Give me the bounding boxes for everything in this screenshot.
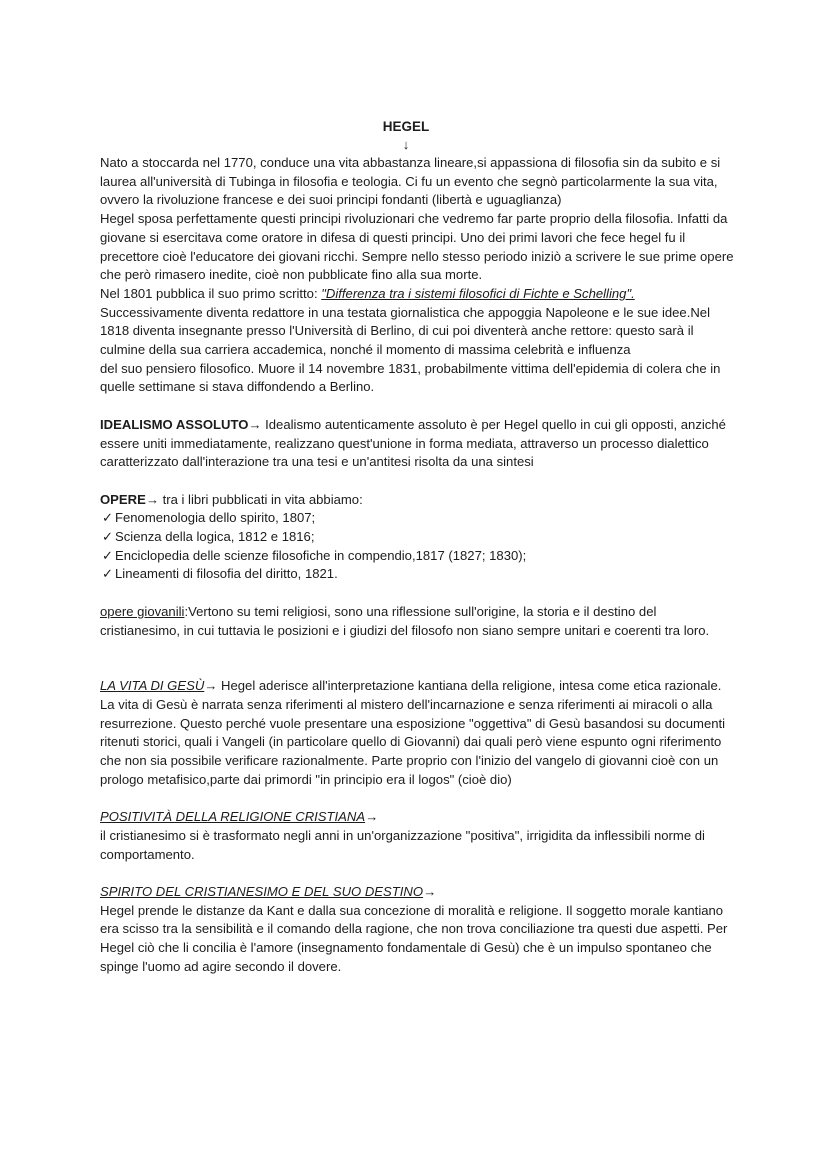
down-arrow-icon: ↓ (402, 137, 410, 152)
opere-heading: OPERE (100, 491, 146, 507)
opere-giovanili-section (100, 603, 740, 640)
list-item-text: Fenomenologia dello spirito, 1807; (115, 510, 316, 526)
spacer (100, 640, 740, 677)
check-icon: ✓ (102, 510, 113, 526)
spacer (100, 864, 740, 883)
vita-gesu-text-1: Hegel aderisce all'interpretazione kantiana della religione, intesa come etica razionale. (217, 678, 722, 694)
opere-giovanili-label: opere giovanili (100, 603, 185, 619)
bio-paragraph-2: Hegel sposa perfettamente questi principi rivoluzionari che vedremo far parte proprio della filosofia. Infatti da giovane si esercitava come oratore in difesa di questi principi. Uno dei primi lavori che fece hegel fu il precettore cioè l'educatore dei giovani ricchi. Sempre nello stesso periodo iniziò a scrivere le sue prime opere che però rimasero inedite, cioè non pubblicate fino alla sua morte. (100, 211, 734, 283)
spacer (100, 584, 740, 603)
document-page (100, 118, 740, 976)
list-item-text: Lineamenti di filosofia del diritto, 1821. (115, 566, 338, 582)
positivita-heading-line (100, 808, 740, 827)
opere-intro (100, 491, 740, 510)
positivita-heading: POSITIVITÀ DELLA RELIGIONE CRISTIANA (100, 809, 366, 825)
spacer (100, 397, 740, 416)
bio-paragraph-1: Nato a stoccarda nel 1770, conduce una vita abbastanza lineare,si appassiona di filosofia sin da subito e si laurea all'università di Tubinga in filosofia e teologia. Ci fu un evento che segnò particolarmente la sua vita, ovvero la rivoluzione francese e dei suoi principi fondanti (libertà e uguaglianza) (100, 155, 721, 208)
opere-list (100, 509, 740, 584)
check-icon: ✓ (102, 566, 113, 582)
bio-paragraph-4: Successivamente diventa redattore in una testata giornalistica che appoggia Napoleone e le sue idee.Nel 1818 diventa insegnante presso l'Università di Berlino, di cui poi diventerà anche rettore: questo sarà il culmine della sua carriera accademica, nonché il momento di massima celebrità e influenza (100, 304, 710, 358)
first-work-title: "Differenza tra i sistemi filosofici di Fichte e Schelling". (321, 285, 635, 301)
positivita-text: il cristianesimo si è trasformato negli anni in un'organizzazione "positiva", irrigidita da inflessibili norme di comportamento. (100, 827, 705, 862)
list-item (100, 528, 740, 547)
spirito-heading-line (100, 883, 740, 902)
page-title: HEGEL (382, 119, 430, 134)
vita-gesu-section (100, 677, 740, 696)
list-item (100, 509, 740, 528)
opere-intro-text: tra i libri pubblicati in vita abbiamo: (158, 491, 363, 507)
bio-paragraph-3 (100, 285, 740, 304)
right-arrow-icon: → (204, 678, 218, 694)
list-item-text: Enciclopedia delle scienze filosofiche in compendio,1817 (1827; 1830); (115, 547, 527, 563)
spirito-heading: SPIRITO DEL CRISTIANESIMO E DEL SUO DESTINO (100, 883, 424, 899)
right-arrow-icon: → (248, 416, 262, 432)
spacer (100, 789, 740, 808)
idealismo-heading: IDEALISMO ASSOLUTO (100, 416, 249, 432)
spirito-text: Hegel prende le distanze da Kant e dalla sua concezione di moralità e religione. Il soggetto morale kantiano era scisso tra la sensibilità e il comando della ragione, che non trova conciliazione tra questi due aspetti. Per Hegel ciò che li concilia è l'amore (insegnamento fondamentale di Gesù) che è un impulso spontaneo che spinge l'uomo ad agire secondo il dovere. (100, 902, 728, 974)
vita-gesu-heading: LA VITA DI GESÙ (100, 678, 205, 694)
list-item (100, 547, 740, 566)
bio-paragraph-5: del suo pensiero filosofico. Muore il 14 novembre 1831, probabilmente vittima dell'epidemia di colera che in quelle settimane si stava diffondendo a Berlino. (100, 360, 721, 395)
vita-gesu-text-2: La vita di Gesù è narrata senza riferimenti al mistero dell'incarnazione e senza riferimenti ai miracoli o alla resurrezione. Questo perché vuole presentare una esposizione "oggettiva" di Gesù basandosi su documenti ritenuti storici, quali i Vangeli (in particolare quello di Giovanni) dai quali però viene espunto ogni riferimento che non sia possibile verificare razionalmente. Parte proprio con l'inizio del vangelo di giovanni cioè con un prologo metafisico,parte dai primordi "in principio era il logos" (cioè dio) (100, 696, 726, 787)
list-item-text: Scienza della logica, 1812 e 1816; (115, 529, 315, 545)
right-arrow-icon: → (365, 809, 379, 825)
idealismo-text: Idealismo autenticamente assoluto è per Hegel quello in cui gli opposti, anziché essere uniti immediatamente, realizzano quest'unione in forma mediata, attraverso un processo dialettico caratterizzato dall'interazione tra una tesi e un'antitesi risolta da una sintesi (100, 416, 726, 470)
right-arrow-icon: → (423, 883, 437, 899)
list-item (100, 565, 740, 584)
idealismo-section (100, 416, 740, 472)
check-icon: ✓ (102, 547, 113, 563)
right-arrow-icon: → (145, 491, 159, 507)
opere-giovanili-text: :Vertono su temi religiosi, sono una riflessione sull'origine, la storia e il destino del cristianesimo, in cui tuttavia le posizioni e i giudizi del filosofo non siano sempre unitari e coerenti tra loro. (100, 603, 710, 638)
spacer (100, 472, 740, 491)
bio-paragraph-3-prefix: Nel 1801 pubblica il suo primo scritto: (100, 285, 322, 301)
check-icon: ✓ (102, 529, 113, 545)
